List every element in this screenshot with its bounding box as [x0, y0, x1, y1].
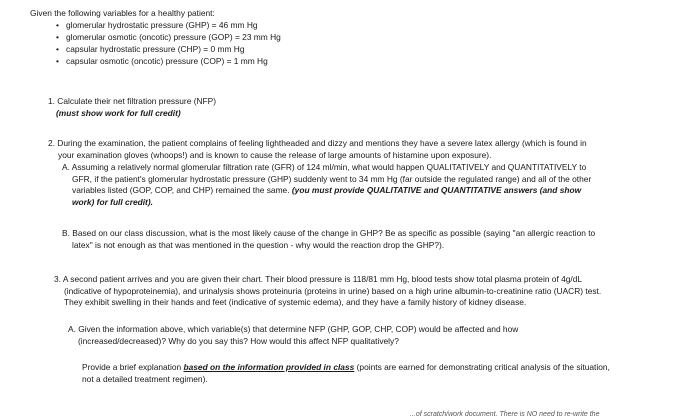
variables-list	[56, 20, 281, 68]
question-2a-line-3-bold: (you must provide QUALITATIVE and QUANTITATIVE answers (and show	[291, 185, 582, 195]
question-2a-line-1: A. Assuming a relatively normal glomerular filtration rate (GFR) of 124 ml/min, what would happen QUALITATIVELY and QUANTITATIVELY to	[62, 162, 587, 172]
question-3	[54, 274, 601, 309]
explanation-emphasis: based on the information provided in class	[183, 362, 355, 372]
question-2a-line-2: GFR, if the patient's glomerular hydrostatic pressure (GHP) suddenly went to 34 mm Hg (far outside the regulated range) and all of the other	[72, 173, 592, 184]
question-2-line-1: 2. During the examination, the patient complains of feeling lightheaded and dizzy and mentions they have a severe latex allergy (which is found in	[48, 138, 587, 148]
question-2-line-2: your examination gloves (whoops!) and is known to cause the release of large amounts of histamine upon exposure).	[58, 149, 492, 160]
question-2b	[62, 228, 595, 251]
intro-text: Given the following variables for a healthy patient:	[30, 8, 215, 18]
question-1-text: 1. Calculate their net filtration pressure (NFP)	[48, 96, 217, 106]
question-2a-line-3-normal: variables listed (GOP, COP, and CHP) remained the same.	[72, 185, 292, 195]
explanation-line-1	[82, 362, 610, 374]
question-2b-line-1: B. Based on our class discussion, what is the most likely cause of the change in GHP? Be as specific as possible (saying "an allergic reaction to	[62, 228, 596, 238]
question-1	[48, 96, 216, 119]
question-3-line-3: They exhibit swelling in their hands and feet (indicative of systemic edema), and they have a family history of kidney disease.	[64, 297, 527, 307]
variable-gop: • glomerular osmotic (oncotic) pressure (GOP) = 23 mm Hg	[56, 32, 281, 44]
question-2a-line-3	[62, 185, 591, 197]
explanation-line-2: not a detailed treatment regimen).	[82, 373, 208, 384]
variable-chp: • capsular hydrostatic pressure (CHP) = 0 mm Hg	[56, 44, 281, 56]
question-3a	[68, 324, 518, 347]
question-3a-line-2: (increased/decreased)? Why do you say this? How would this affect NFP qualitatively?	[78, 335, 399, 346]
question-1-note: (must show work for full credit)	[56, 107, 181, 118]
variable-cop: • capsular osmotic (oncotic) pressure (COP) = 1 mm Hg	[56, 56, 281, 68]
question-2	[48, 138, 587, 161]
variable-ghp: • glomerular hydrostatic pressure (GHP) = 46 mm Hg	[56, 20, 281, 32]
question-2b-line-2: latex" is not enough as that was mentioned in the question - why would the reaction drop the GHP?).	[72, 239, 445, 250]
question-3-line-1: 3. A second patient arrives and you are given their chart. Their blood pressure is 118/81 mm Hg, blood tests show total plasma protein of 4g/dL	[54, 274, 583, 284]
question-3a-line-1: A. Given the information above, which variable(s) that determine NFP (GHP, GOP, CHP, COP) would be affected and how	[68, 324, 519, 334]
footer-cutoff-text: ...of scratch/work document. There is NO need to re-write the	[410, 411, 600, 418]
explanation-line-1-start: Provide a brief explanation	[82, 362, 184, 372]
explanation-line-1-end: (points are earned for demonstrating critical analysis of the situation,	[354, 362, 610, 372]
question-3-line-2: (indicative of hypoproteinemia), and urinalysis shows proteinuria (proteins in urine) based on a high urine albumin-to-creatinine ratio (UACR) test.	[64, 285, 602, 296]
question-2a	[62, 162, 591, 208]
question-2a-line-4: work) for full credit).	[72, 196, 153, 207]
explanation-instructions	[82, 362, 610, 385]
